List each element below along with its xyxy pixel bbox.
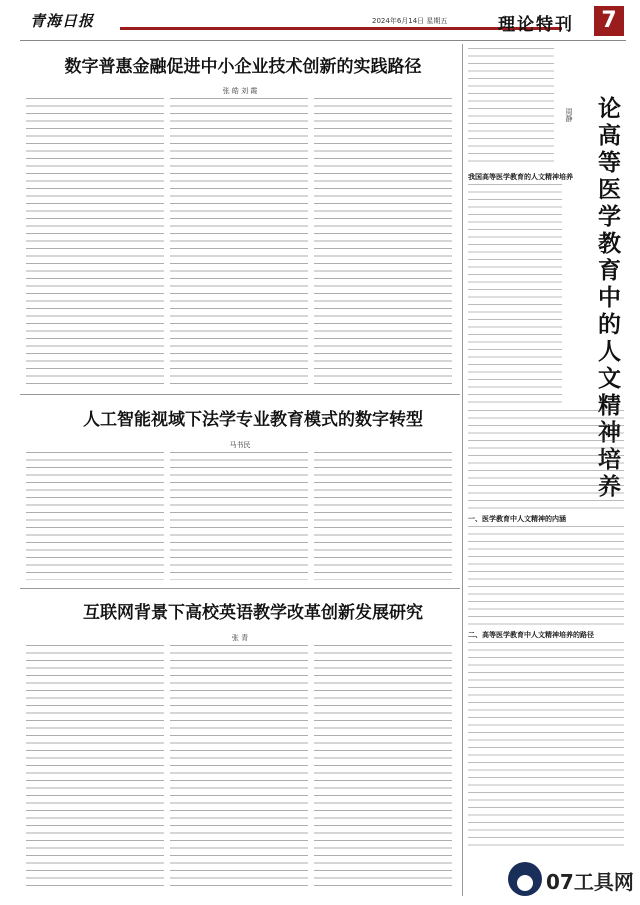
sidebar-column-1 xyxy=(468,184,562,404)
divider-1 xyxy=(20,394,460,395)
sidebar-column-3 xyxy=(468,642,624,852)
divider-2 xyxy=(20,588,460,589)
article-3-column-1 xyxy=(26,645,164,891)
newspaper-logo: 青海日报 xyxy=(30,12,95,30)
article-2-column-1 xyxy=(26,452,164,580)
issue-date: 2024年6月14日 星期五 xyxy=(372,17,448,25)
sidebar-author: 周静 xyxy=(565,108,573,122)
article-2-title: 人工智能视域下法学专业教育模式的数字转型 xyxy=(83,410,423,430)
page-number: 7 xyxy=(594,6,624,36)
article-1-column-1 xyxy=(26,98,164,386)
sidebar-section-1-heading: 一、医学教育中人文精神的内涵 xyxy=(468,515,566,523)
article-2-byline: 马书民 xyxy=(229,441,251,449)
article-3-column-2 xyxy=(170,645,308,891)
section-title: 理论特刊 xyxy=(498,15,574,35)
sidebar-intro-text xyxy=(468,48,554,168)
article-3-byline: 张 青 xyxy=(231,634,249,642)
article-3-column-3 xyxy=(314,645,452,891)
article-1-column-2 xyxy=(170,98,308,386)
sidebar-title: 论高等医学教育中的人文精神培养 xyxy=(594,96,621,501)
masthead xyxy=(0,0,640,44)
article-2-column-2 xyxy=(170,452,308,580)
article-1-title: 数字普惠金融促进中小企业技术创新的实践路径 xyxy=(64,57,422,77)
sidebar-section-2-heading: 二、高等医学教育中人文精神培养的路径 xyxy=(468,631,594,639)
sidebar-divider xyxy=(462,44,463,896)
article-3-title: 互联网背景下高校英语教学改革创新发展研究 xyxy=(83,603,423,623)
watermark-logo-icon xyxy=(508,862,542,896)
article-2-column-3 xyxy=(314,452,452,580)
sidebar-column-1b xyxy=(468,410,624,510)
watermark-text: 07工具网 xyxy=(546,870,634,894)
masthead-bar xyxy=(120,27,562,30)
article-1-column-3 xyxy=(314,98,452,388)
sidebar-intro-heading: 我国高等医学教育的人文精神培养 xyxy=(468,173,573,181)
sidebar-column-2 xyxy=(468,526,624,626)
masthead-rule xyxy=(20,40,626,41)
watermark xyxy=(508,858,634,898)
article-1-byline: 张 皓 刘 霞 xyxy=(222,87,258,95)
